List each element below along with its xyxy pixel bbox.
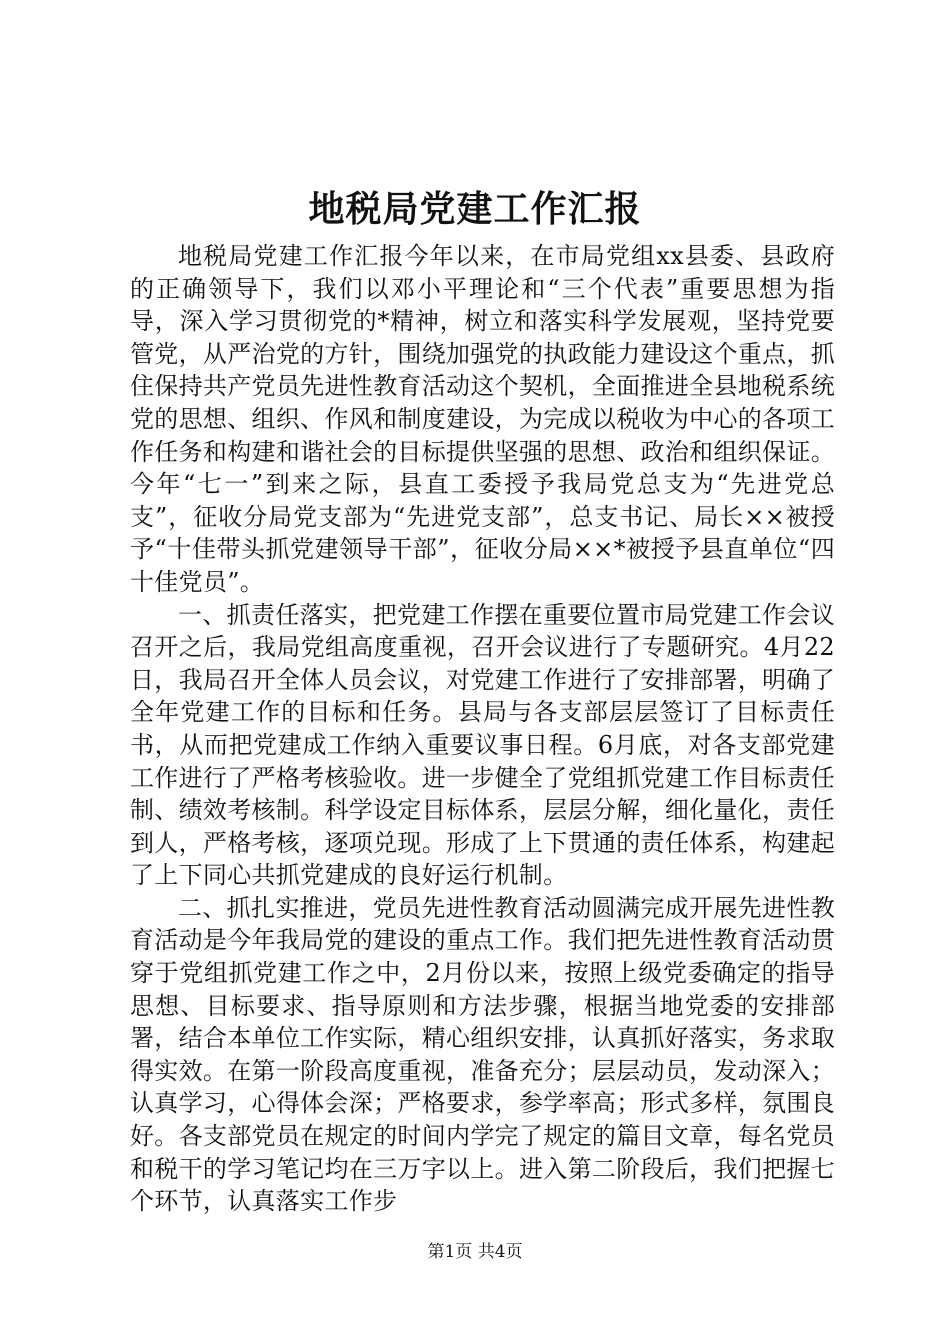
document-title: 地税局党建工作汇报 <box>308 188 642 230</box>
paragraph-intro: 地税局党建工作汇报今年以来，在市局党组xx县委、县政府的正确领导下，我们以邓小平理论和“三个代表”重要思想为指导，深入学习贯彻党的*精神，树立和落实科学发展观，坚持党要管党，从严治党的方针，围绕加强党的执政能力建设这个重点，抓住保持共产党员先进性教育活动这个契机，全面推进全县地税系统党的思想、组织、作风和制度建设，为完成以税收为中心的各项工作任务和构建和谐社会的目标提供坚强的思想、政治和组织保证。今年“七一”到来之际，县直工委授予我局党总支为“先进党总支”，征收分局党支部为“先进党支部”，总支书记、局长××被授予“十佳带头抓党建领导干部”，征收分局××*被授予县直单位“四十佳党员”。 <box>130 242 835 596</box>
paragraph-section-1: 一、抓责任落实，把党建工作摆在重要位置市局党建工作会议召开之后，我局党组高度重视，召开会议进行了专题研究。4月22日，我局召开全体人员会议，对党建工作进行了安排部署，明确了全年党建工作的目标和任务。县局与各支部层层签订了目标责任书，从而把党建成工作纳入重要议事日程。6月底，对各支部党建工作进行了严格考核验收。进一步健全了党组抓党建工作目标责任制、绩效考核制。科学设定目标体系，层层分解，细化量化，责任到人，严格考核，逐项兑现。形成了上下贯通的责任体系，构建起了上下同心共抓党建成的良好运行机制。 <box>130 600 835 890</box>
page-number-footer: 第1页 共4页 <box>427 1242 523 1262</box>
paragraph-section-2: 二、抓扎实推进，党员先进性教育活动圆满完成开展先进性教育活动是今年我局党的建设的重点工作。我们把先进性教育活动贯穿于党组抓党建工作之中，2月份以来，按照上级党委确定的指导思想、目标要求、指导原则和方法步骤，根据当地党委的安排部署，结合本单位工作实际，精心组织安排，认真抓好落实，务求取得实效。在第一阶段高度重视，准备充分；层层动员，发动深入；认真学习，心得体会深；严格要求，参学率高；形式多样，氛围良好。各支部党员在规定的时间内学完了规定的篇目文章，每名党员和税干的学习笔记均在三万字以上。进入第二阶段后，我们把握七个环节，认真落实工作步 <box>130 893 835 1216</box>
document-body <box>130 240 835 1218</box>
